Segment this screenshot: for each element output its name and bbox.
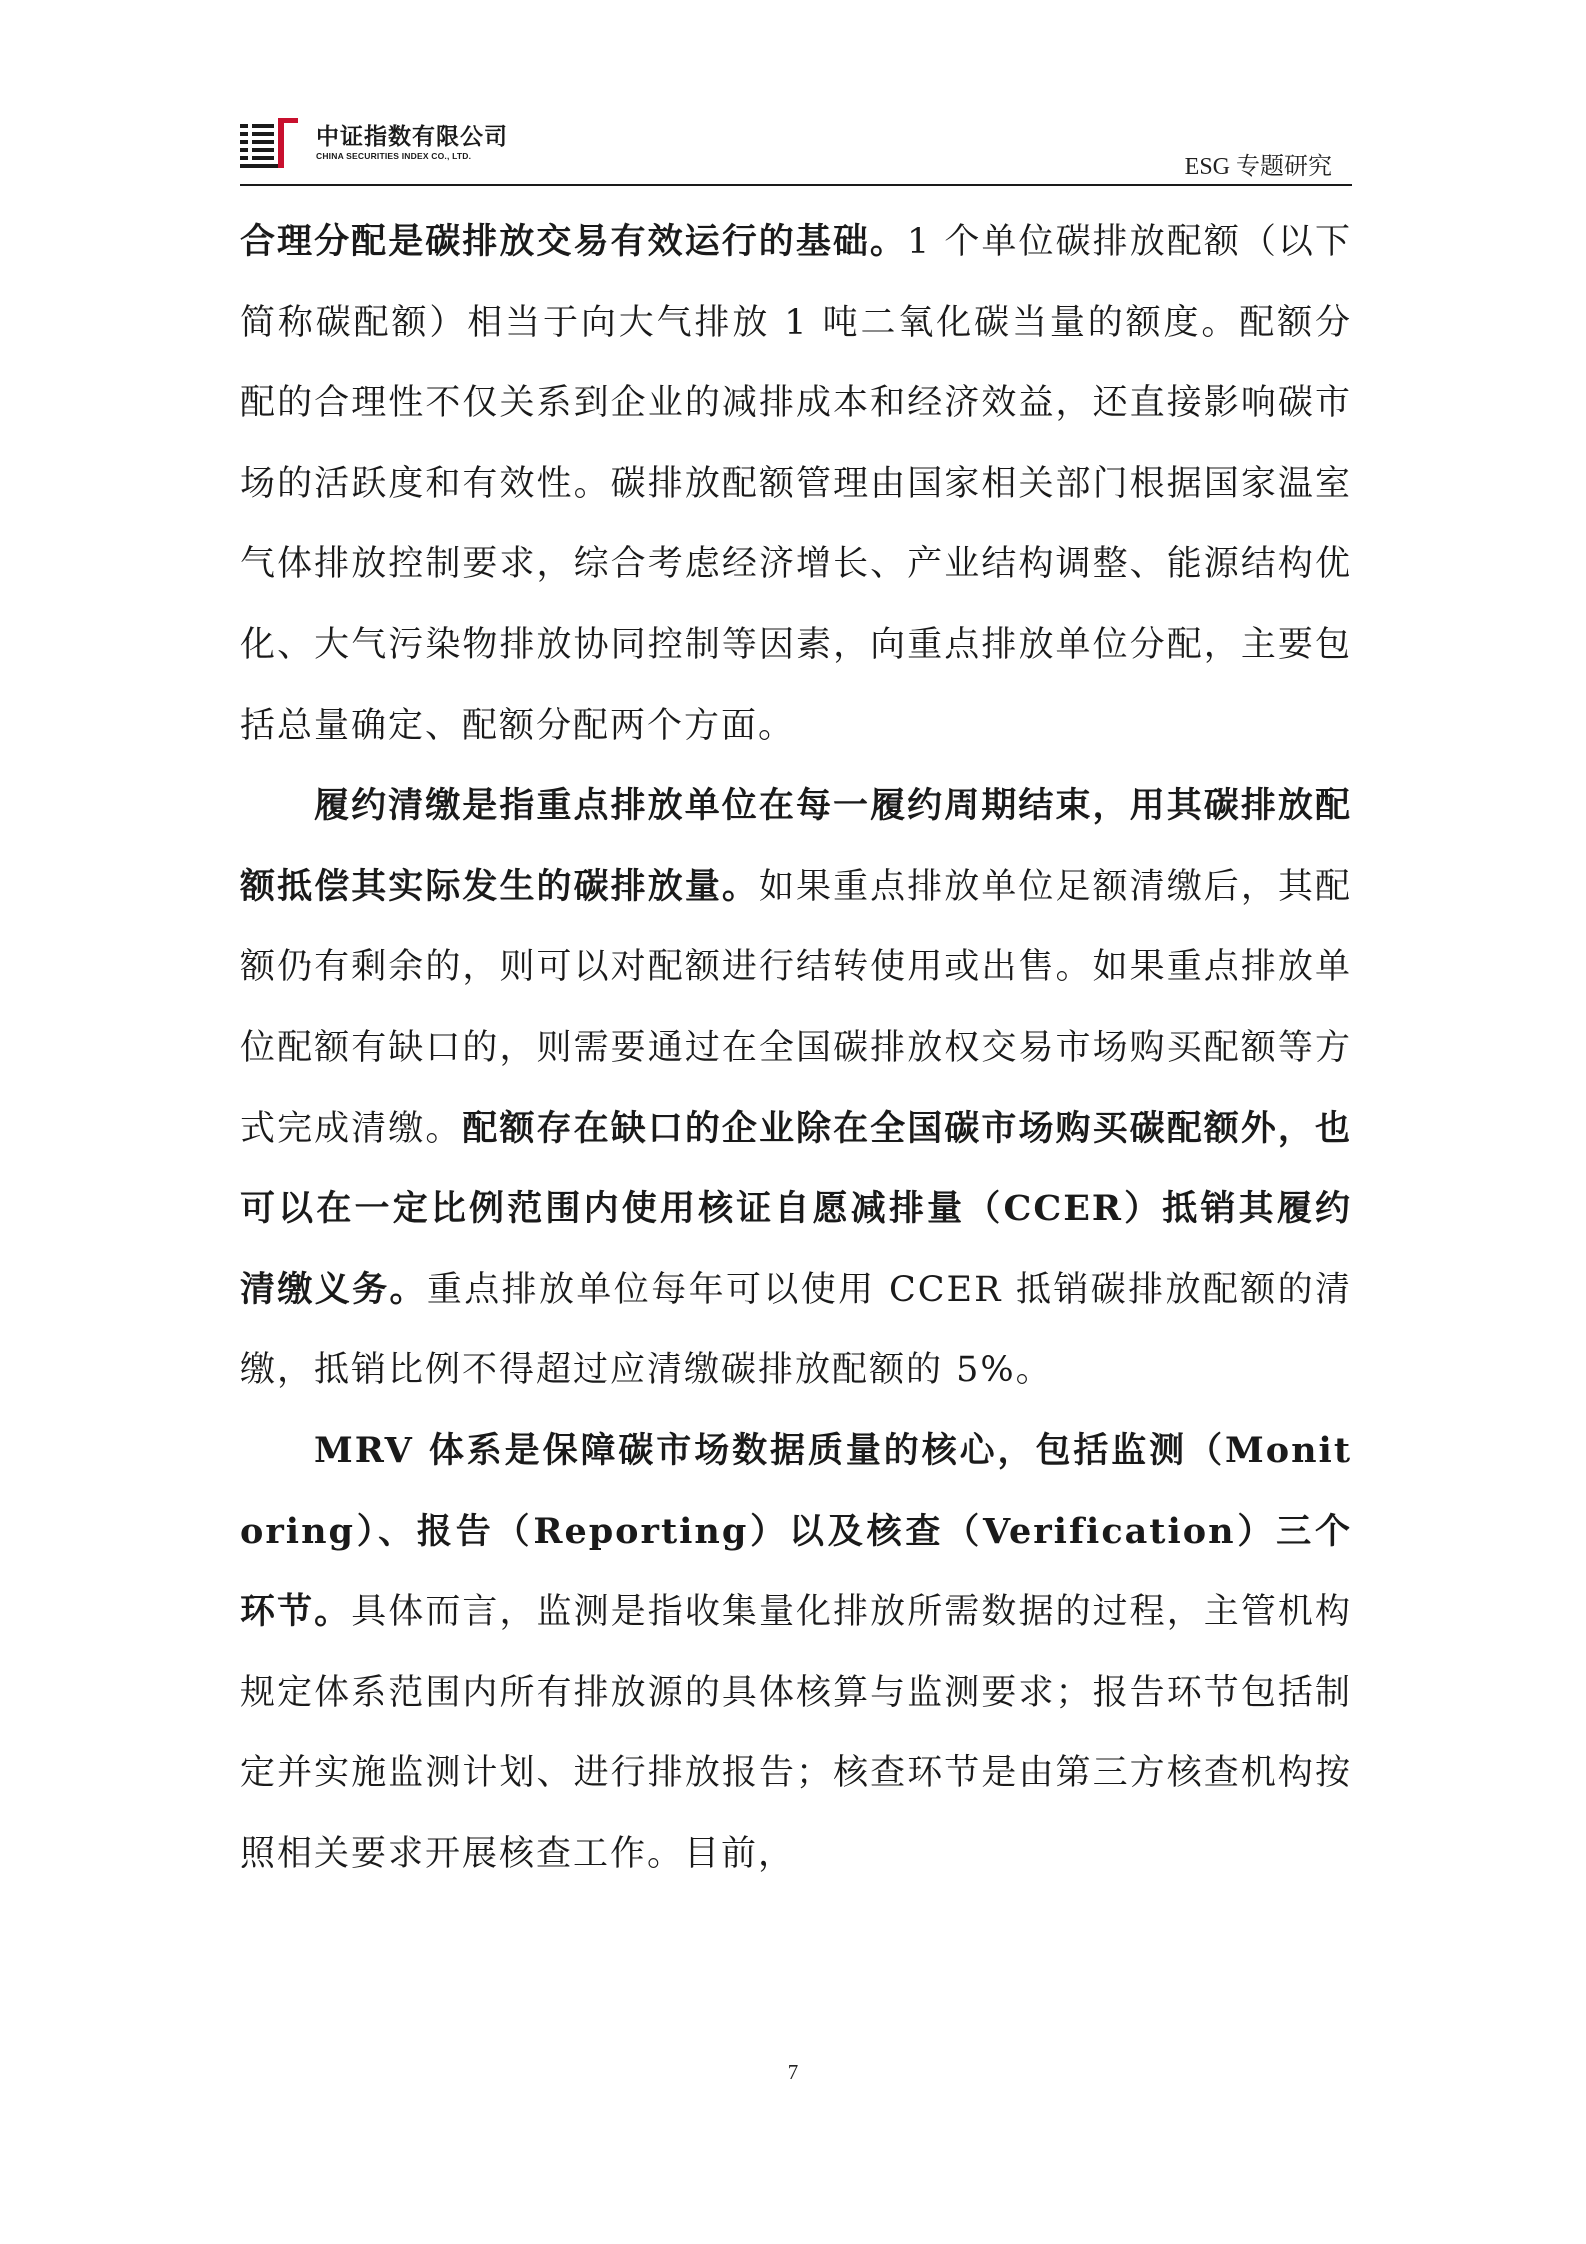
paragraph-allocation-lead: 合理分配是碳排放交易有效运行的基础。 (240, 221, 907, 262)
paragraph-allocation-text: 1 个单位碳排放配额（以下简称碳配额）相当于向大气排放 1 吨二氧化碳当量的额度。配额分配的合理性不仅关系到企业的减排成本和经济效益，还直接影响碳市场的活跃度和有效性。碳排放配额管理由国家相关部门根据国家温室气体排放控制要求，综合考虑经济增长、产业结构调整、能源结构优化、大气污染物排放协同控制等因素，向重点排放单位分配，主要包括总量确定、配额分配两个方面。 (240, 222, 1352, 746)
report-category-label: ESG 专题研究 (1184, 154, 1332, 180)
company-name-cn: 中证指数有限公司 (316, 124, 508, 150)
page-number: 7 (787, 2060, 799, 2084)
csi-logo-icon (240, 118, 302, 168)
paragraph-compliance-ccer-text: 重点排放单位每年可以使用 CCER 抵销碳排放配额的清缴，抵销比例不得超过应清缴碳排放配额的 5%。 (240, 1269, 1352, 1391)
paragraph-compliance (240, 766, 1352, 1411)
paragraph-compliance-lead: 履约清缴是指重点排放单位在每一履约周期结束，用其碳排放配额抵偿其实际发生的碳排放量。 (240, 785, 1352, 907)
page-header (240, 112, 1352, 186)
header-divider (240, 184, 1352, 186)
company-name-en: CHINA SECURITIES INDEX CO., LTD. (316, 151, 472, 161)
paragraph-compliance-ccer-lead: 配额存在缺口的企业除在全国碳市场购买碳配额外，也可以在一定比例范围内使用核证自愿减排量（CCER）抵销其履约清缴义务。 (240, 1107, 1352, 1310)
paragraph-mrv-lead: MRV 体系是保障碳市场数据质量的核心，包括监测（Monitoring）、报告（Reporting）以及核查（Verification）三个环节。 (240, 1429, 1352, 1633)
paragraph-mrv-text: 具体而言，监测是指收集量化排放所需数据的过程，主管机构规定体系范围内所有排放源的具体核算与监测要求；报告环节包括制定并实施监测计划、进行排放报告；核查环节是由第三方核查机构按照相关要求开展核查工作。目前， (240, 1592, 1352, 1874)
document-body (240, 202, 1352, 1894)
paragraph-allocation (240, 202, 1352, 766)
paragraph-mrv (240, 1411, 1352, 1895)
company-name (316, 124, 616, 162)
paragraph-compliance-text: 如果重点排放单位足额清缴后，其配额仍有剩余的，则可以对配额进行结转使用或出售。如果重点排放单位配额有缺口的，则需要通过在全国碳排放权交易市场购买配额等方式完成清缴。 (240, 866, 1352, 1149)
